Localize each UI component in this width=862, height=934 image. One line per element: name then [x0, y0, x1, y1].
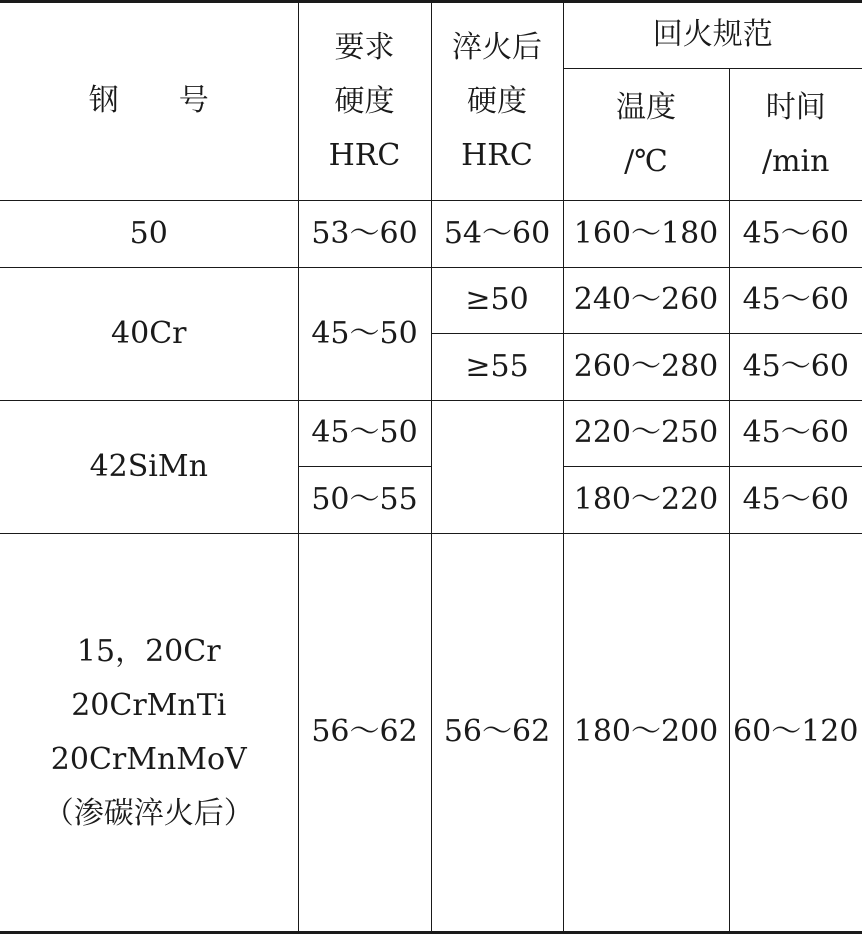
header-temperature-line1: 温度	[564, 81, 729, 135]
required-hardness-cell: 45～50	[298, 268, 431, 401]
header-quenched-line2: 硬度	[432, 75, 563, 129]
temperature-cell: 160～180	[563, 201, 729, 268]
table-row	[0, 201, 862, 268]
quenched-hardness-cell: ≥55	[431, 334, 563, 401]
steel-line: （渗碳淬火后）	[0, 787, 298, 841]
quenched-hardness-cell	[431, 401, 563, 534]
steel-cell: 50	[0, 201, 298, 268]
header-temperature	[563, 69, 729, 201]
required-hardness-cell: 45～50	[298, 401, 431, 467]
header-time-line2: /min	[730, 135, 862, 189]
header-steel: 钢 号	[0, 2, 298, 201]
header-quenched-hardness	[431, 2, 563, 201]
steel-line: 15，20Cr	[0, 625, 298, 679]
time-cell: 45～60	[729, 201, 862, 268]
temperature-cell: 260～280	[563, 334, 729, 401]
temperature-cell: 180～200	[563, 534, 729, 933]
header-required-line1: 要求	[299, 21, 431, 75]
header-required-line2: 硬度	[299, 75, 431, 129]
header-quenched-line3: HRC	[432, 129, 563, 183]
steel-cell	[0, 534, 298, 933]
required-hardness-cell: 56～62	[298, 534, 431, 933]
temperature-cell: 220～250	[563, 401, 729, 467]
temperature-cell: 240～260	[563, 268, 729, 334]
header-required-line3: HRC	[299, 129, 431, 183]
header-temperature-line2: /℃	[564, 135, 729, 189]
table-row	[0, 268, 862, 334]
table-row	[0, 534, 862, 933]
time-cell: 60～120	[729, 534, 862, 933]
quenched-hardness-cell: 56～62	[431, 534, 563, 933]
header-tempering-spec: 回火规范	[563, 2, 862, 69]
required-hardness-cell: 53～60	[298, 201, 431, 268]
time-cell: 45～60	[729, 268, 862, 334]
header-quenched-line1: 淬火后	[432, 21, 563, 75]
steel-cell: 40Cr	[0, 268, 298, 401]
time-cell: 45～60	[729, 401, 862, 467]
header-required-hardness	[298, 2, 431, 201]
time-cell: 45～60	[729, 334, 862, 401]
quenched-hardness-cell: ≥50	[431, 268, 563, 334]
quenched-hardness-cell: 54～60	[431, 201, 563, 268]
steel-line: 20CrMnMoV	[0, 733, 298, 787]
table-row	[0, 401, 862, 467]
header-time-line1: 时间	[730, 81, 862, 135]
steel-cell: 42SiMn	[0, 401, 298, 534]
steel-line: 20CrMnTi	[0, 679, 298, 733]
required-hardness-cell: 50～55	[298, 467, 431, 534]
header-row-1	[0, 2, 862, 69]
header-time	[729, 69, 862, 201]
time-cell: 45～60	[729, 467, 862, 534]
temperature-cell: 180～220	[563, 467, 729, 534]
